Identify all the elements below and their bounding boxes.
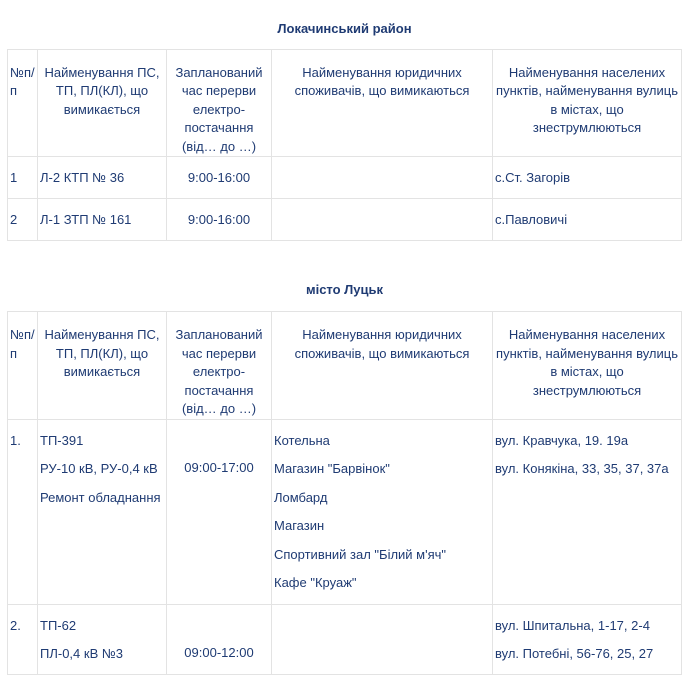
- section-title-lutsk: місто Луцьк: [8, 241, 682, 312]
- section-title-lokachynskyi: Локачинський район: [8, 0, 682, 49]
- row-time: 9:00-16:00: [167, 157, 272, 199]
- row-consumers: Котельна Магазин "Барвінок" Ломбард Магазин Спортивний зал "Білий м'яч" Кафе "Круаж": [272, 419, 493, 604]
- row-substation: Л-2 КТП № 36: [38, 157, 167, 199]
- row-places: с.Ст. Загорів: [493, 157, 682, 199]
- row-time: 9:00-16:00: [167, 199, 272, 241]
- header-time: Запланований час перерви електро-постачання (від… до …): [167, 312, 272, 420]
- row-number: 2.: [8, 604, 38, 674]
- row-substation: Л-1 ЗТП № 161: [38, 199, 167, 241]
- row-substation: ТП-391 РУ-10 кВ, РУ-0,4 кВ Ремонт обладнання: [38, 419, 167, 604]
- table-header: [8, 312, 682, 420]
- row-consumers: [272, 157, 493, 199]
- table-row: [8, 604, 682, 674]
- header-substation: Найменування ПС, ТП, ПЛ(КЛ), що вимикається: [38, 49, 167, 157]
- row-places: вул. Кравчука, 19. 19а вул. Конякіна, 33, 35, 37, 37а: [493, 419, 682, 604]
- row-consumers: [272, 604, 493, 674]
- row-time: 09:00-12:00: [167, 604, 272, 674]
- row-number: 1.: [8, 419, 38, 604]
- table-row: [8, 157, 682, 199]
- header-number: №п/п: [8, 49, 38, 157]
- row-number: 1: [8, 157, 38, 199]
- row-number: 2: [8, 199, 38, 241]
- row-consumers: [272, 199, 493, 241]
- header-consumers: Найменування юридичних споживачів, що вимикаються: [272, 312, 493, 420]
- row-places: с.Павловичі: [493, 199, 682, 241]
- header-places: Найменування населених пунктів, найменування вулиць в містах, що знеструмлюються: [493, 312, 682, 420]
- row-substation: ТП-62 ПЛ-0,4 кВ №3: [38, 604, 167, 674]
- table-row: [8, 419, 682, 604]
- row-places: вул. Шпитальна, 1-17, 2-4 вул. Потебні, 56-76, 25, 27: [493, 604, 682, 674]
- header-substation: Найменування ПС, ТП, ПЛ(КЛ), що вимикається: [38, 312, 167, 420]
- header-consumers: Найменування юридичних споживачів, що вимикаються: [272, 49, 493, 157]
- header-places: Найменування населених пунктів, найменування вулиць в містах, що знеструмлюються: [493, 49, 682, 157]
- header-number: №п/п: [8, 312, 38, 420]
- header-time: Запланований час перерви електро-постачання (від… до …): [167, 49, 272, 157]
- row-time: 09:00-17:00: [167, 419, 272, 604]
- outage-table: [7, 0, 682, 675]
- table-header: [8, 49, 682, 157]
- table-row: [8, 199, 682, 241]
